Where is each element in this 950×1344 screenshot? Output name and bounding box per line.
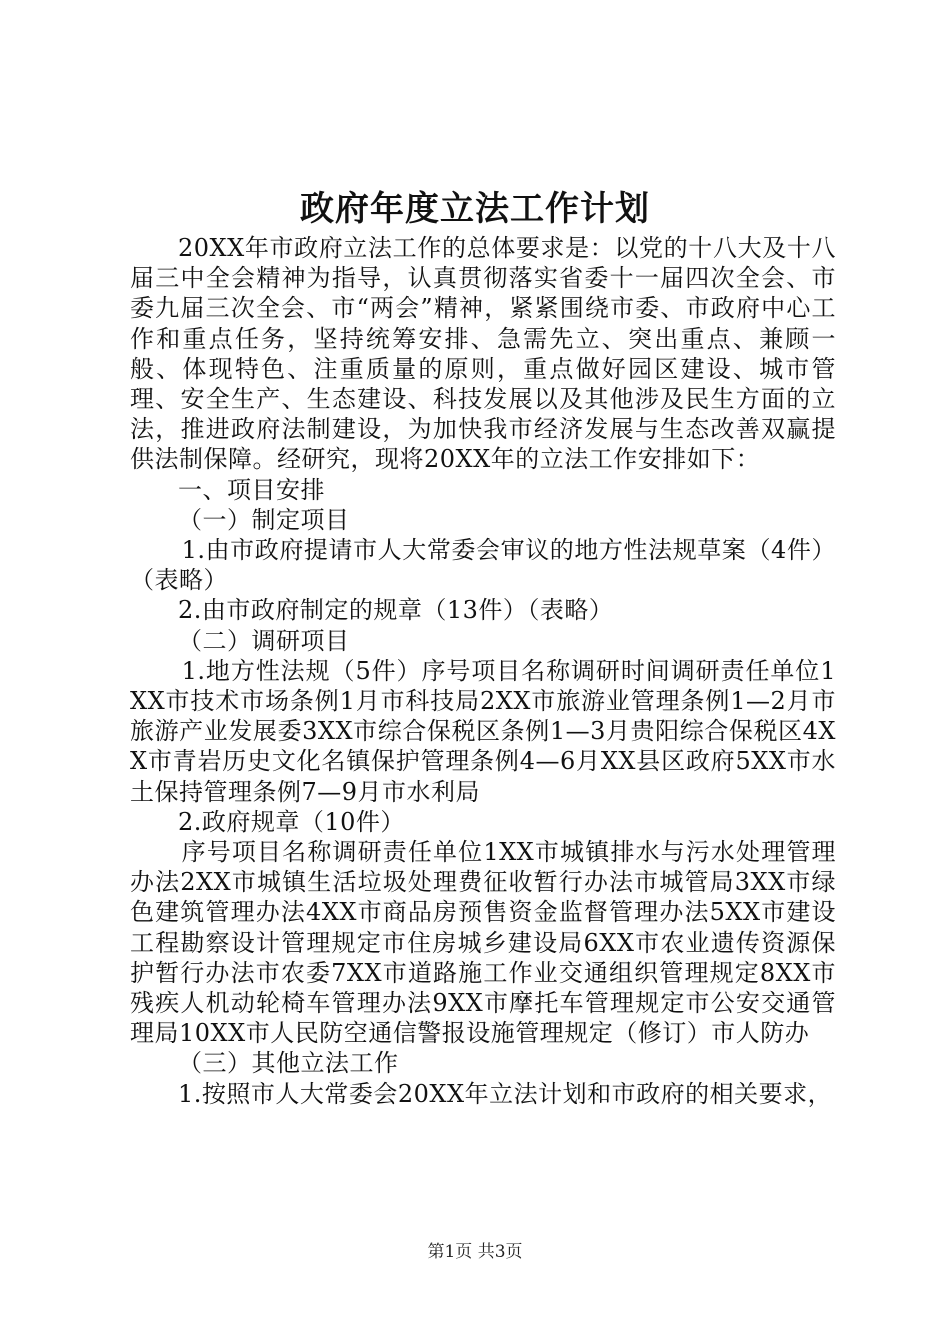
page-number: 第1页 共3页 [427,1242,523,1262]
subheading-research-projects: （二）调研项目 [178,626,350,655]
document-body [130,233,836,1109]
paragraph-other-legislation-1: 1.按照市人大常委会20XX年立法计划和市政府的相关要求， [178,1079,833,1108]
heading-project-arrangement: 一、项目安排 [178,475,325,504]
paragraph-government-rules-research: 2.政府规章（10件） [178,807,405,836]
subheading-other-legislation: （三）其他立法工作 [178,1049,399,1078]
paragraph-intro: 20XX年市政府立法工作的总体要求是：以党的十八大及十八届三中全会精神为指导，认真贯彻落实省委十一届四次全会、市委九届三次全会、市“两会”精神，紧紧围绕市委、市政府中心工作和重点任务，坚持统筹安排、急需先立、突出重点、兼顾一般、体现特色、注重质量的原则，重点做好园区建设、城市管理、安全生产、生态建设、科技发展以及其他涉及民生方面的立法，推进政府法制建设，为加快我市经济发展与生态改善双赢提供法制保障。经研究，现将20XX年的立法工作安排如下： [130,234,836,474]
paragraph-local-regulations-research: 1.地方性法规（5件）序号项目名称调研时间调研责任单位1XX市技术市场条例1月市科技局2XX市旅游业管理条例1—2月市旅游产业发展委3XX市综合保税区条例1—3月贵阳综合保税区4XX市青岩历史文化名镇保护管理条例4—6月XX县区政府5XX市水土保持管理条例7—9月市水利局 [130,656,836,806]
subheading-formulation-projects: （一）制定项目 [178,505,350,534]
paragraph-local-regulations-draft: 1.由市政府提请市人大常委会审议的地方性法规草案（4件）（表略） [130,536,836,595]
paragraph-government-rules: 2.由市政府制定的规章（13件）（表略） [178,596,614,625]
paragraph-rules-list: 序号项目名称调研责任单位1XX市城镇排水与污水处理管理办法2XX市城镇生活垃圾处理费征收暂行办法市城管局3XX市绿色建筑管理办法4XX市商品房预售资金监督管理办法5XX市建设工程勘察设计管理规定市住房城乡建设局6XX市农业遗传资源保护暂行办法市农委7XX市道路施工作业交通组织管理规定8XX市残疾人机动轮椅车管理办法9XX市摩托车管理规定市公安交通管理局10XX市人民防空通信警报设施管理规定（修订）市人防办 [130,838,836,1048]
document-title: 政府年度立法工作计划 [300,189,650,229]
